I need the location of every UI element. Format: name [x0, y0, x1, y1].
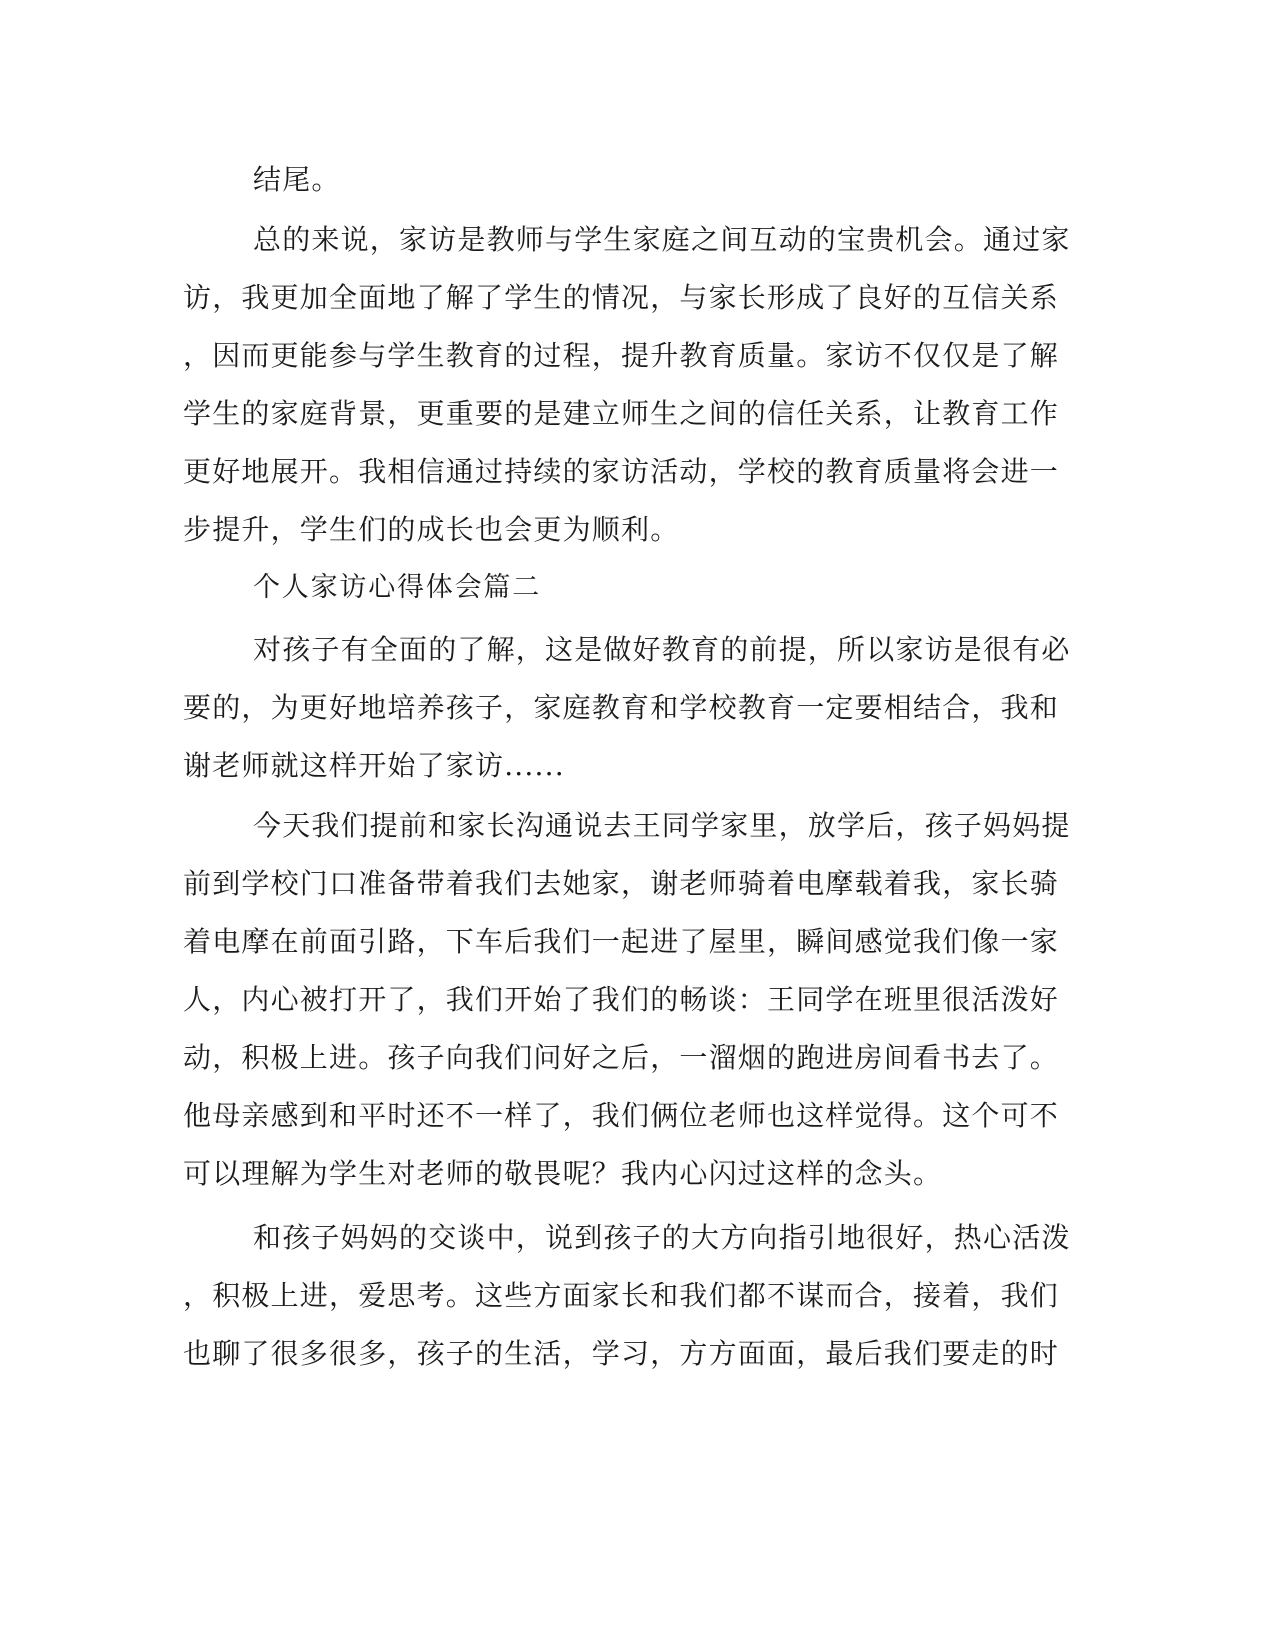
text-line: 前到学校门口准备带着我们去她家，谢老师骑着电摩载着我，家长骑	[183, 867, 1060, 900]
text-line: 步提升，学生们的成长也会更为顺利。	[183, 513, 680, 546]
text-line: 更好地展开。我相信通过持续的家访活动，学校的教育质量将会进一	[183, 455, 1060, 488]
paragraph-start-line: 和孩子妈妈的交谈中，说到孩子的大方向指引地很好，热心活泼	[253, 1221, 1071, 1254]
paragraph-start-line: 今天我们提前和家长沟通说去王同学家里，放学后，孩子妈妈提	[253, 809, 1071, 842]
text-line: 谢老师就这样开始了家访......	[183, 749, 565, 782]
text-line: 也聊了很多很多，孩子的生活，学习，方方面面，最后我们要走的时	[183, 1337, 1060, 1370]
text-line: 可以理解为学生对老师的敬畏呢？我内心闪过这样的念头。	[183, 1157, 943, 1190]
text-line: 要的，为更好地培养孩子，家庭教育和学校教育一定要相结合，我和	[183, 691, 1060, 724]
text-line: 他母亲感到和平时还不一样了，我们俩位老师也这样觉得。这个可不	[183, 1099, 1060, 1132]
text-line: 着电摩在前面引路，下车后我们一起进了屋里，瞬间感觉我们像一家	[183, 925, 1060, 958]
text-line: 动，积极上进。孩子向我们问好之后，一溜烟的跑进房间看书去了。	[183, 1041, 1060, 1074]
text-line: 人，内心被打开了，我们开始了我们的畅谈：王同学在班里很活泼好	[183, 983, 1060, 1016]
text-line: ，因而更能参与学生教育的过程，提升教育质量。家访不仅仅是了解	[183, 339, 1060, 372]
text-line: ，积极上进，爱思考。这些方面家长和我们都不谋而合，接着，我们	[183, 1279, 1060, 1312]
text-line: 结尾。	[253, 163, 341, 196]
text-line: 访，我更加全面地了解了学生的情况，与家长形成了良好的互信关系	[183, 281, 1060, 314]
text-line: 学生的家庭背景，更重要的是建立师生之间的信任关系，让教育工作	[183, 397, 1060, 430]
paragraph-start-line: 对孩子有全面的了解，这是做好教育的前提，所以家访是很有必	[253, 633, 1071, 666]
section-heading: 个人家访心得体会篇二	[253, 572, 541, 603]
paragraph-start-line: 总的来说，家访是教师与学生家庭之间互动的宝贵机会。通过家	[253, 223, 1071, 256]
